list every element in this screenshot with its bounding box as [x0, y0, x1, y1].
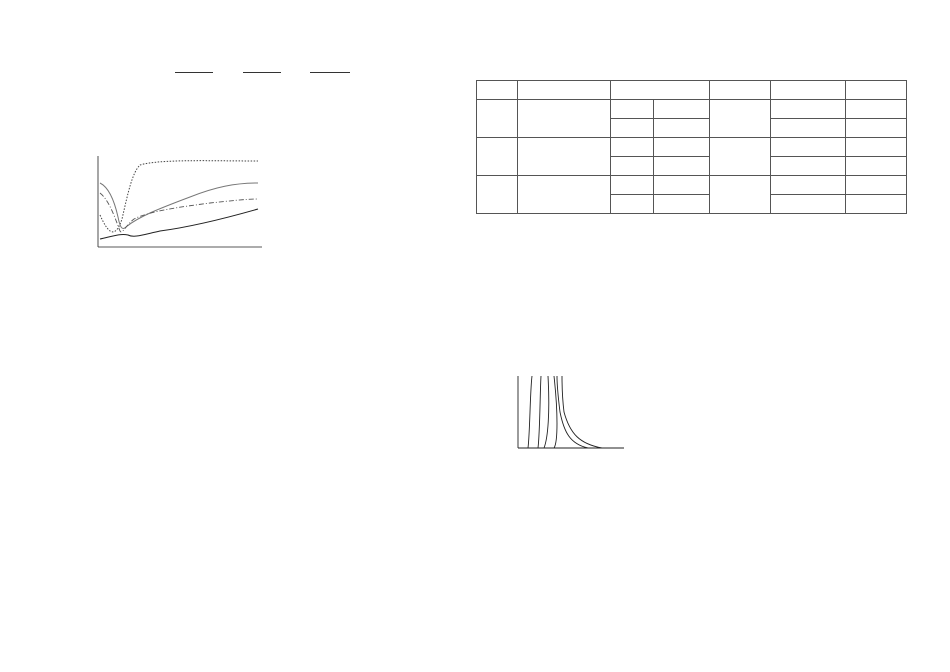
table-header [771, 81, 846, 100]
table-cell [654, 195, 710, 214]
weather-table [476, 80, 907, 214]
table-cell-temp [710, 176, 771, 214]
table-header-row [477, 81, 907, 100]
table-cell [654, 119, 710, 138]
table-cell [654, 138, 710, 157]
table-cell-date [477, 100, 518, 138]
altitude-chart [480, 372, 640, 462]
curve-8 [544, 376, 549, 448]
curve-10 [554, 376, 557, 448]
table-cell [611, 176, 654, 195]
table-cell [846, 119, 907, 138]
table-cell [771, 157, 846, 176]
table-header [710, 81, 771, 100]
table-cell-date [477, 176, 518, 214]
curve-12 [557, 376, 588, 448]
table-header [477, 81, 518, 100]
name-blank[interactable] [175, 72, 213, 73]
table-cell [611, 138, 654, 157]
table-header [518, 81, 611, 100]
table-cell [846, 195, 907, 214]
curve-15 [562, 376, 602, 448]
series-4-line [100, 209, 258, 239]
series-1-line [100, 161, 258, 232]
climate-chart [30, 143, 275, 271]
table-cell [771, 119, 846, 138]
table-cell [771, 138, 846, 157]
table-cell [611, 100, 654, 119]
table-cell-sun [518, 100, 611, 138]
series-3-line [100, 193, 258, 232]
table-cell [654, 176, 710, 195]
table-cell-sun [518, 176, 611, 214]
curve-5 [528, 376, 532, 448]
table-cell [654, 157, 710, 176]
table-cell [654, 100, 710, 119]
table-row [477, 138, 907, 157]
table-cell [846, 138, 907, 157]
table-row [477, 176, 907, 195]
table-cell [846, 176, 907, 195]
table-cell-temp [710, 138, 771, 176]
table-row [477, 100, 907, 119]
table-cell [846, 100, 907, 119]
table-cell [846, 157, 907, 176]
table-cell-sun [518, 138, 611, 176]
table-cell [611, 157, 654, 176]
table-cell [771, 100, 846, 119]
table-header [611, 81, 710, 100]
table-cell [611, 195, 654, 214]
table-cell-date [477, 138, 518, 176]
series-2-line [100, 183, 258, 229]
id-blank[interactable] [310, 72, 350, 73]
table-cell-temp [710, 100, 771, 138]
curve-20 [538, 376, 541, 448]
table-header [846, 81, 907, 100]
table-cell [611, 119, 654, 138]
class-blank[interactable] [243, 72, 281, 73]
table-cell [771, 176, 846, 195]
table-cell [771, 195, 846, 214]
